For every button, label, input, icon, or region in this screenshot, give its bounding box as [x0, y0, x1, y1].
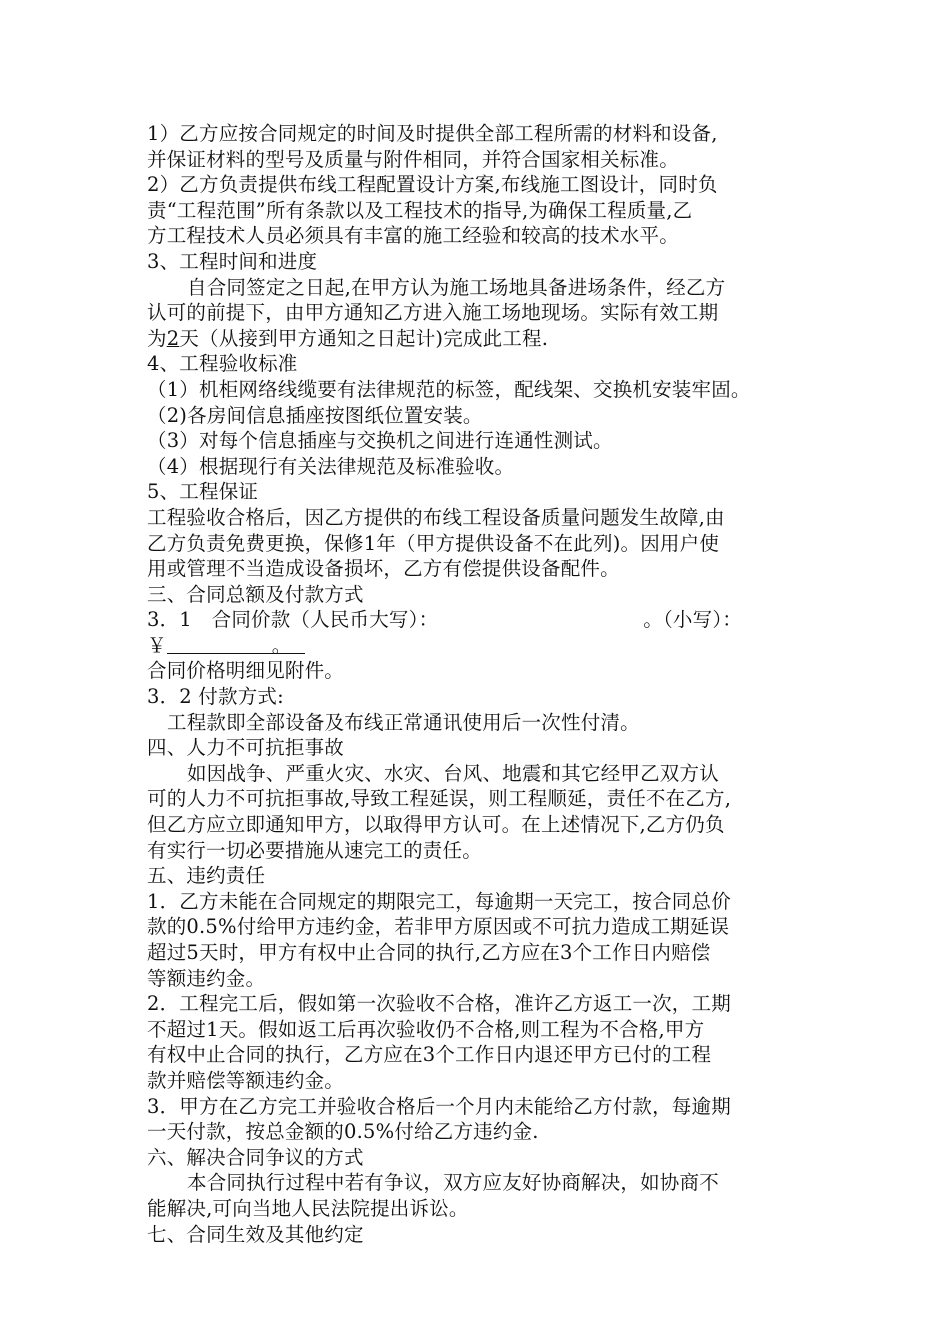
section-heading: 五、违约责任 [147, 864, 266, 888]
section-heading: 四、人力不可抗拒事故 [147, 736, 345, 760]
period-line [147, 326, 807, 352]
price-small-label: 。（小写）： [643, 608, 742, 632]
price-label: 3．1 合同价款（人民币大写）： [147, 608, 439, 632]
section-heading: 七、合同生效及其他约定 [147, 1222, 364, 1246]
text-line: 3．2 付款方式: [147, 685, 284, 709]
list-item: （2)各房间信息插座按图纸位置安装。 [147, 403, 483, 427]
text-line: 可的人力不可抗拒事故,导致工程延误，则工程顺延，责任不在乙方, [147, 787, 732, 811]
section-heading: 六、解决合同争议的方式 [147, 1145, 364, 1169]
list-item: （4）根据现行有关法律规范及标准验收。 [147, 454, 515, 478]
yen-end: 。 [271, 633, 292, 657]
text-line: 有权中止合同的执行，乙方应在3个工作日内退还甲方已付的工程 [147, 1043, 712, 1067]
list-item: （3）对每个信息插座与交换机之间进行连通性测试。 [147, 429, 613, 453]
text-line: 本合同执行过程中若有争议，双方应友好协商解决，如协商不 [187, 1171, 719, 1195]
text-line: 工程验收合格后，因乙方提供的布线工程设备质量问题发生故障,由 [147, 505, 725, 529]
text-line: 方工程技术人员必须具有丰富的施工经验和较高的技术水平。 [147, 224, 679, 248]
text-line: 有实行一切必要措施从速完工的责任。 [147, 838, 482, 862]
text-line: 责“工程范围”所有条款以及工程技术的指导,为确保工程质量,乙 [147, 198, 693, 222]
text-line: 一天付款，按总金额的0.5%付给乙方违约金. [147, 1120, 539, 1144]
text-line: 工程款即全部设备及布线正常通讯使用后一次性付清。 [167, 710, 640, 734]
text-line: 款的0.5%付给甲方违约金，若非甲方原因或不可抗力造成工期延误 [147, 915, 730, 939]
text-line: 但乙方应立即通知甲方，以取得甲方认可。在上述情况下,乙方仍负 [147, 813, 725, 837]
text-line: 2．工程完工后，假如第一次验收不合格，准许乙方返工一次，工期 [147, 992, 731, 1016]
list-item: （1）机柜网络线缆要有法律规范的标签，配线架、交换机安装牢固。 [147, 377, 751, 401]
text-line: 1．乙方未能在合同规定的期限完工，每逾期一天完工，按合同总价 [147, 889, 731, 913]
section-heading: 5、工程保证 [147, 480, 259, 504]
period-suffix: 天（从接到甲方通知之日起计)完成此工程. [179, 326, 549, 350]
amount-blank [167, 633, 272, 654]
period-prefix: 为 [147, 326, 167, 350]
yen-line [147, 633, 807, 659]
yen-symbol: ￥ [147, 633, 167, 657]
text-line: 自合同签定之日起,在甲方认为施工场地具备进场条件，经乙方 [187, 275, 726, 299]
section-heading: 3、工程时间和进度 [147, 249, 318, 273]
section-heading: 三、合同总额及付款方式 [147, 582, 364, 606]
section-heading: 4、工程验收标准 [147, 352, 298, 376]
text-line: 认可的前提下，由甲方通知乙方进入施工场地现场。实际有效工期 [147, 301, 719, 325]
contract-document [147, 121, 807, 1247]
text-line: 不超过1天。假如返工后再次验收仍不合格,则工程为不合格,甲方 [147, 1017, 705, 1041]
text-line: 如因战争、严重火灾、水灾、台风、地震和其它经甲乙双方认 [187, 761, 719, 785]
text-line: 超过5天时，甲方有权中止合同的执行,乙方应在3个工作日内赔偿 [147, 941, 711, 964]
text-line: 合同价格明细见附件。 [147, 659, 345, 683]
period-days: 2 [166, 326, 180, 350]
text-line: 2）乙方负责提供布线工程配置设计方案,布线施工图设计，同时负 [147, 173, 718, 197]
text-line: 款并赔偿等额违约金。 [147, 1068, 345, 1092]
text-line: 并保证材料的型号及质量与附件相同，并符合国家相关标准。 [147, 147, 679, 171]
text-line: 用或管理不当造成设备损坏，乙方有偿提供设备配件。 [147, 557, 620, 581]
text-line: 3．甲方在乙方完工并验收合格后一个月内未能给乙方付款，每逾期 [147, 1094, 731, 1118]
text-line: 乙方负责免费更换，保修1年（甲方提供设备不在此列)。因用户使 [147, 531, 720, 555]
text-line: 等额违约金。 [147, 966, 266, 990]
text-line: 能解决,可向当地人民法院提出诉讼。 [147, 1196, 469, 1220]
text-line: 1）乙方应按合同规定的时间及时提供全部工程所需的材料和设备, [147, 122, 718, 145]
price-line [147, 607, 807, 633]
